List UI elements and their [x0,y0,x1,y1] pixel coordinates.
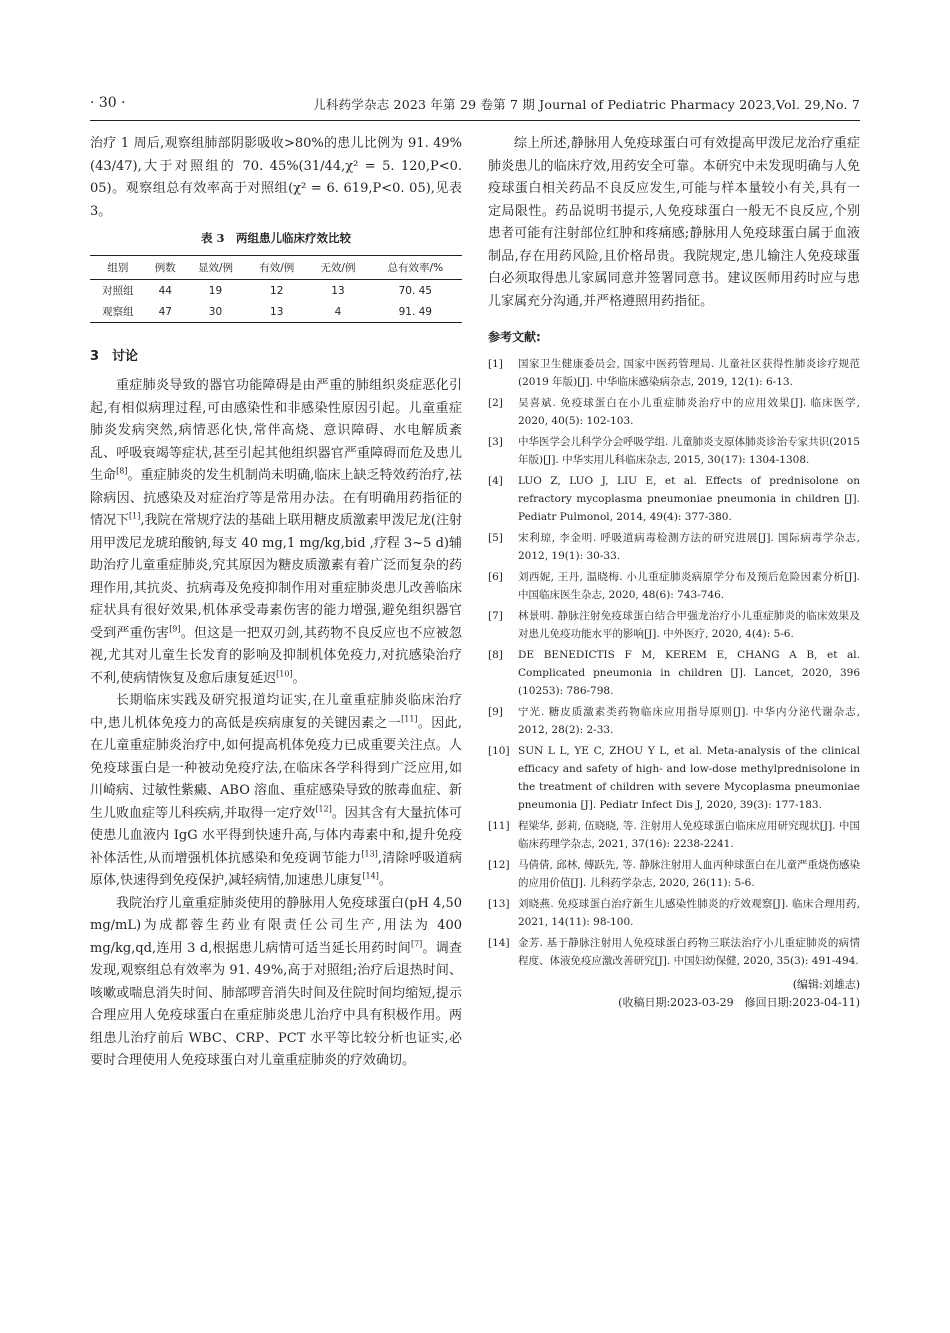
reference-number: [9] [488,706,503,718]
reference-text: 刘晓燕. 免疫球蛋白治疗新生儿感染性肺炎的疗效观察[J]. 临床合理用药, 2021, 14(11): 98-100. [518,898,860,928]
reference-text: 林景明. 静脉注射免疫球蛋白结合甲强龙治疗小儿重症肺炎的临床效果及对患儿免疫功能水平的影响[J]. 中外医疗, 2020, 4(4): 5-6. [518,610,860,640]
reference-number: [14] [488,937,510,949]
table-cell: 12 [270,284,284,297]
reference-item [488,703,860,739]
paragraph-text: 长期临床实践及研究报道均证实,在儿童重症肺炎临床治疗中,患儿机体免疫力的高低是疾病康复的关键因素之一 [90,693,462,731]
reference-number: [12] [488,859,510,871]
table-cell: 19 [208,284,223,297]
paragraph-text: ,我院在常规疗法的基础上联用糖皮质激素甲泼尼龙(注射用甲泼尼龙琥珀酸钠,每支 40 mg,1 mg/kg,bid ,疗程 3~5 d)辅助治疗儿童重症肺炎,究其原因为糖皮质激素有着广泛而复杂的药理作用,其抗炎、抗病毒及免疫抑制作用对重症肺炎患儿改善临床症状具有很好效果,机体承受毒素伤害的能力增强,避免组织器官受到严重伤害 [90,513,462,641]
table-cell: 13 [331,284,345,297]
reference-number: [7] [488,610,503,622]
reference-item [488,934,860,970]
table-row [90,301,462,323]
reference-text: 宋利琼, 李金明. 呼吸道病毒检测方法的研究进展[J]. 国际病毒学杂志, 2012, 19(1): 30-33. [518,532,860,562]
reference-text: 金芳. 基于静脉注射用人免疫球蛋白药物三联法治疗小儿重症肺炎的病情程度、体液免疫应激改善研究[J]. 中国妇幼保健, 2020, 35(3): 491-494. [518,937,860,967]
table-cell: 44 [158,284,172,297]
reference-list [488,355,860,970]
table-row [90,280,462,302]
citation-superscript: [1] [129,511,141,521]
paragraph-text: 重症肺炎导致的器官功能障碍是由严重的肺组织炎症恶化引起,有相似病理过程,可由感染性和非感染性原因引起。儿童重症肺炎发病突然,病情恶化快,常伴高烧、意识障碍、水电解质紊乱、呼吸衰竭等症状,甚至引起其他组织器官严重障碍而危及患儿生命 [90,378,462,483]
reference-number: [8] [488,649,503,661]
reference-number: [13] [488,898,510,910]
citation-superscript: [11] [401,714,418,724]
reference-number: [3] [488,436,503,448]
paragraph-text: 。因其含有大量抗体可使患儿血液内 IgG 水平得到快速升高,与体内毒素中和,提升免疫补体活性,从而增强机体抗感染和免疫调节能力 [90,805,462,866]
left-column [90,133,462,1073]
citation-superscript: [7] [410,939,423,949]
citation-superscript: [9] [169,624,181,634]
reference-number: [5] [488,532,503,544]
reference-text: 宁光. 糖皮质激素类药物临床应用指导原则[J]. 中华内分泌代谢杂志, 2012, 28(2): 2-33. [518,706,860,736]
received-revised-dates: (收稿日期:2023-03-29 修回日期:2023-04-11) [618,996,860,1009]
conclusion-paragraph: 综上所述,静脉用人免疫球蛋白可有效提高甲泼尼龙治疗重症肺炎患儿的临床疗效,用药安全可靠。本研究中未发现明确与人免疫球蛋白相关药品不良反应发生,可能与样本量较小有关,具有一定局限性。药品说明书提示,人免疫球蛋白一般无不良反应,个别患者可能有注射部位红肿和疼痛感;静脉用人免疫球蛋白属于血液制品,存在用药风险,且价格昂贵。我院规定,患儿输注人免疫球蛋白必须取得患儿家属同意并签署同意书。建议医师用药时应与患儿家属充分沟通,并严格遵照用药指征。 [488,136,860,309]
table-header-cell: 显效/例 [185,256,246,280]
reference-text: LUO Z, LUO J, LIU E, et al. Effects of prednisolone on refractory mycoplasma pneumoniae pneumonia in children [J]. Pediatr Pulmonol, 2014, 49(4): 377-380. [518,475,860,523]
header-divider [90,120,860,121]
table-cell: 91. 49 [369,301,462,323]
reference-text: SUN L L, YE C, ZHOU Y L, et al. Meta-analysis of the clinical efficacy and safety of high- and low-dose methylprednisolone in the treatment of children with severe Mycoplasma pneumoniae pneumonia [J]. Pediatr Infect Dis J, 2020, 39(3): 177-183. [518,745,860,811]
paragraph-text: 我院治疗儿童重症肺炎使用的静脉用人免疫球蛋白(pH 4,50 mg/mL)为成都蓉生药业有限责任公司生产,用法为 400 mg/kg,qd,连用 3 d,根据患儿病情可适当延长用药时间 [90,895,462,956]
reference-item [488,355,860,391]
citation-superscript: [8] [116,466,128,476]
paragraph-text: 。调查发现,观察组总有效率为 91. 49%,高于对照组;治疗后退热时间、咳嗽或喘息消失时间、肺部啰音消失时间及住院时间均缩短,提示合理应用人免疫球蛋白在重症肺炎患儿治疗中具有积极作用。两组患儿治疗前后 WBC、CRP、PCT 水平等比较分析也证实,必要时合理使用人免疫球蛋白对儿童重症肺炎的疗效确切。 [90,940,462,1068]
reference-number: [6] [488,571,503,583]
reference-item [488,856,860,892]
reference-item [488,568,860,604]
discussion-paragraph-3 [90,893,462,1073]
citation-superscript: [14] [362,871,379,881]
right-column [488,133,860,1012]
reference-number: [1] [488,358,503,370]
paragraph-text: 。 [378,873,392,888]
running-title: 儿科药学杂志 2023 年第 29 卷第 7 期 Journal of Pediatric Pharmacy 2023,Vol. 29,No. 7 [313,97,860,112]
reference-number: [11] [488,820,510,832]
table-header-cell: 例数 [146,256,185,280]
table-header-row [90,256,462,280]
discussion-paragraph-1 [90,375,462,690]
table-caption: 表 3 两组患儿临床疗效比较 [200,231,351,245]
table-header-cell: 总有效率/% [369,256,462,280]
paragraph-text: 。但这是一把双刃剑,其药物不良反应也不应被忽视,尤其对儿童生长发育的影响及抑制机体免疫力,对抗感染治疗不利,使病情恢复及愈后康复延迟 [90,625,462,686]
table-cell: 4 [307,301,368,323]
citation-superscript: [12] [315,804,332,814]
paragraph-text: 。 [292,670,306,686]
reference-text: DE BENEDICTIS F M, KEREM E, CHANG A B, et al. Complicated pneumonia in children [J]. Lancet, 2020, 396 (10253): 786-798. [518,649,860,697]
table-cell: 70. 45 [398,284,432,297]
citation-superscript: [13] [361,849,378,859]
reference-item [488,529,860,565]
table-header-cell: 无效/例 [307,256,368,280]
table-cell: 47 [146,301,185,323]
table-header-cell: 组别 [90,256,146,280]
editor-note: (编辑:刘雄志) [792,978,860,991]
table-header-cell: 有效/例 [246,256,307,280]
citation-superscript: [10] [276,669,293,679]
paragraph-text: 。重症肺炎的发生机制尚未明确,临床上缺乏特效药治疗,祛除病因、抗感染及对症治疗等是常用办法。在有明确用药指征的情况下 [90,468,462,528]
paragraph-text: ,清除呼吸道病原体,快速得到免疫保护,减轻病情,加速患儿康复 [90,850,462,888]
reference-text: 中华医学会儿科学分会呼吸学组. 儿童肺炎支原体肺炎诊治专家共识(2015 年版)[J]. 中华实用儿科临床杂志, 2015, 30(17): 1304-1308. [518,436,860,466]
page-header [90,95,860,119]
results-paragraph: 治疗 1 周后,观察组肺部阴影吸收>80%的患儿比例为 91. 49%(43/47),大于对照组的 70. 45%(31/44,χ² = 5. 120,P<0. 05)。观察组总有效率高于对照组(χ² = 6. 619,P<0. 05),见表 3。 [90,136,462,219]
reference-number: [10] [488,745,510,757]
reference-text: 吴喜斌. 免疫球蛋白在小儿重症肺炎治疗中的应用效果[J]. 临床医学, 2020, 40(5): 102-103. [518,397,860,427]
reference-number: [4] [488,475,503,487]
reference-text: 马倩倩, 邱林, 傅跃先, 等. 静脉注射用人血丙种球蛋白在儿童严重烧伤感染的应用价值[J]. 儿科药学杂志, 2020, 26(11): 5-6. [518,859,860,889]
table-cell: 13 [246,301,307,323]
table-cell: 观察组 [90,301,146,323]
reference-item [488,817,860,853]
reference-text: 程梁华, 彭莉, 伍晓晓, 等. 注射用人免疫球蛋白临床应用研究现状[J]. 中国临床药理学杂志, 2021, 37(16): 2238-2241. [518,820,860,850]
reference-item [488,394,860,430]
reference-text: 国家卫生健康委员会, 国家中医药管理局. 儿童社区获得性肺炎诊疗规范(2019 年版)[J]. 中华临床感染病杂志, 2019, 12(1): 6-13. [518,358,860,388]
reference-item [488,742,860,814]
table-cell: 对照组 [102,285,134,297]
reference-item [488,433,860,469]
page-number: · 30 · [90,95,126,111]
efficacy-table [90,255,462,323]
references-heading: 参考文献: [488,330,541,344]
reference-item [488,646,860,700]
reference-text: 刘西妮, 王丹, 温晓梅. 小儿重症肺炎病原学分布及预后危险因素分析[J]. 中国临床医生杂志, 2020, 48(6): 743-746. [518,571,860,601]
reference-item [488,607,860,643]
discussion-heading: 3 讨论 [90,349,139,364]
reference-item [488,895,860,931]
discussion-paragraph-2 [90,690,462,893]
paragraph-text: 。因此,在儿童重症肺炎治疗中,如何提高机体免疫力已成重要关注点。人免疫球蛋白是一种被动免疫疗法,在临床各学科得到广泛应用,如川崎病、过敏性紫癜、ABO 溶血、重症感染导致的脓毒血症、新生儿败血症等儿科疾病,并取得一定疗效 [90,715,462,821]
reference-number: [2] [488,397,503,409]
table-cell: 30 [185,301,246,323]
reference-item [488,472,860,526]
